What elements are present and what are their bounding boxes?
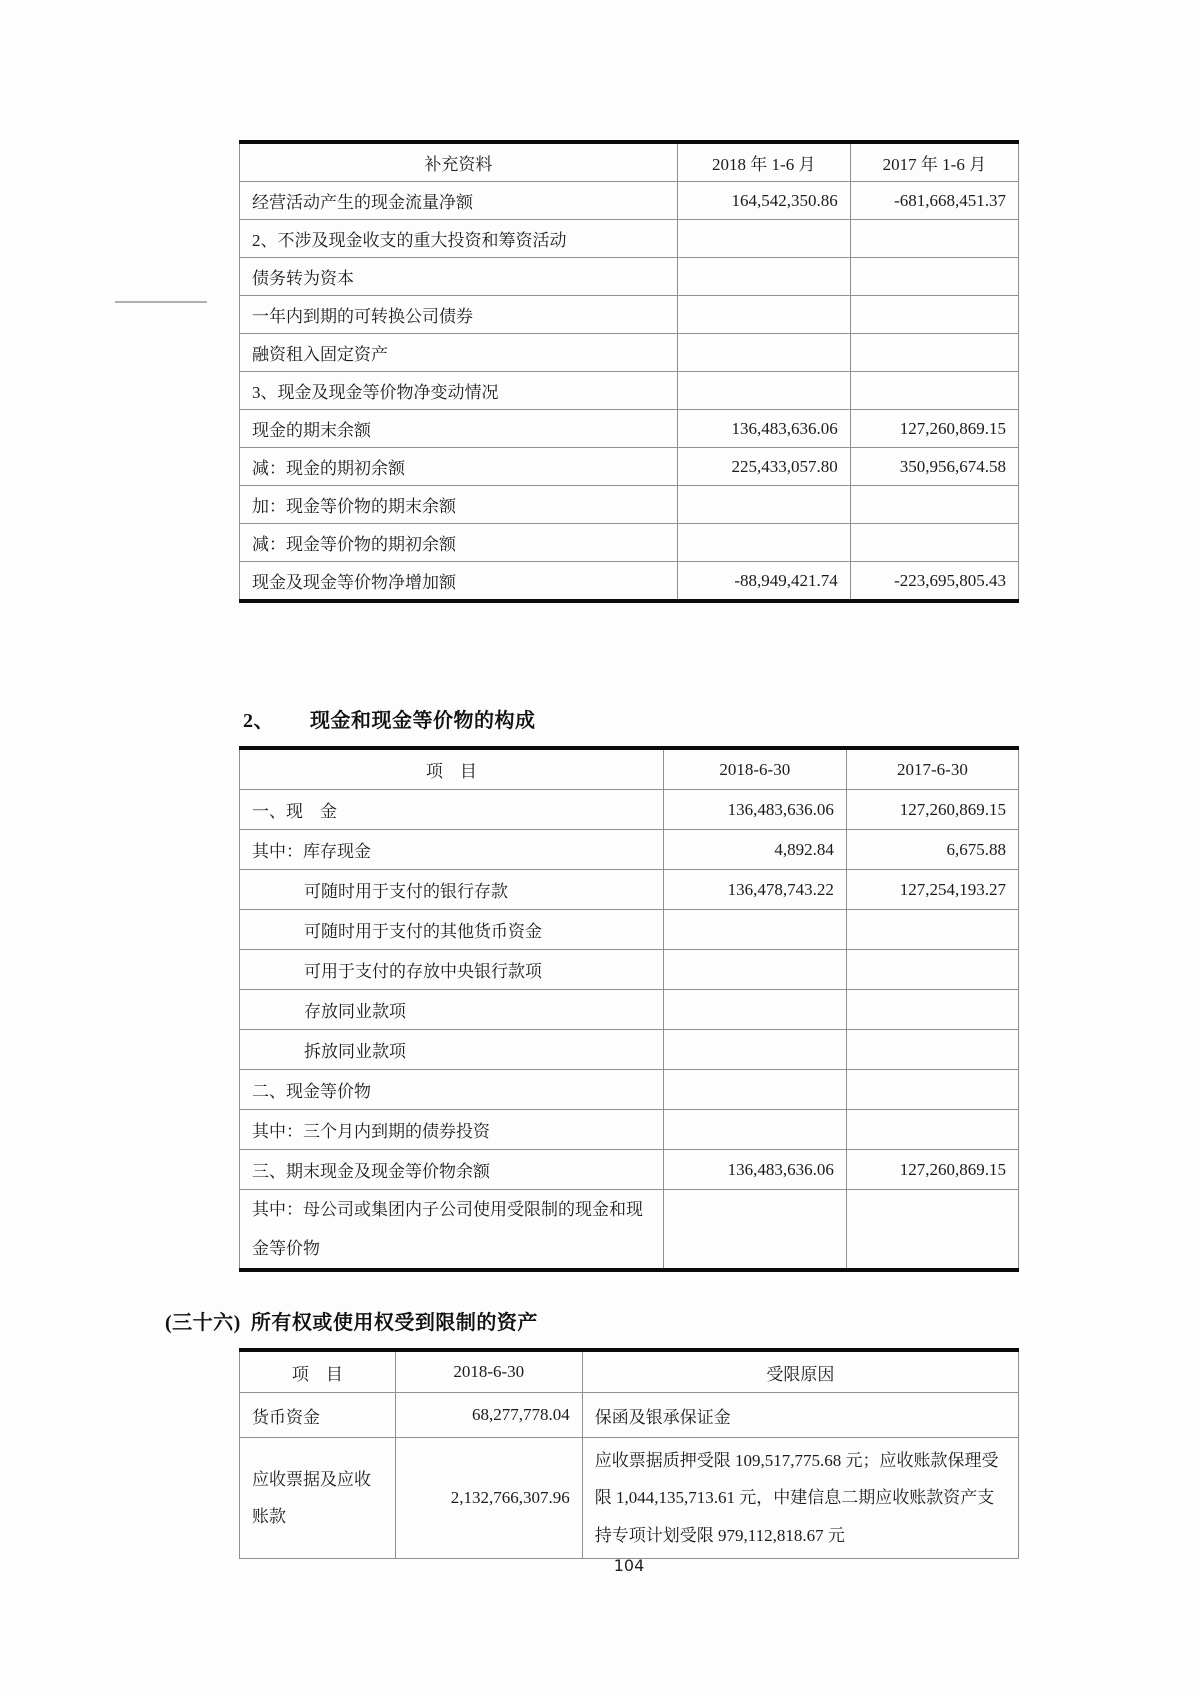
value-2017 bbox=[846, 1070, 1018, 1110]
row-label: 3、现金及现金等价物净变动情况 bbox=[240, 372, 678, 410]
col-header-item: 项 目 bbox=[240, 1350, 396, 1393]
table-row bbox=[240, 870, 1019, 910]
value-2017 bbox=[850, 296, 1018, 334]
value-2018: 225,433,057.80 bbox=[677, 448, 850, 486]
value-2017 bbox=[846, 1030, 1018, 1070]
restriction-reason: 保函及银承保证金 bbox=[582, 1393, 1018, 1438]
table-row bbox=[240, 410, 1019, 448]
value-2018 bbox=[663, 990, 846, 1030]
col-header-2018-h1: 2018 年 1-6 月 bbox=[677, 142, 850, 182]
restriction-reason: 应收票据质押受限 109,517,775.68 元；应收账款保理受限 1,044,135,713.61 元，中建信息二期应收账款资产支持专项计划受限 979,112,818.67 元 bbox=[582, 1438, 1018, 1559]
section-heading-cash-composition bbox=[243, 704, 536, 733]
table-row bbox=[240, 182, 1019, 220]
value-2017: -681,668,451.37 bbox=[850, 182, 1018, 220]
table-row bbox=[240, 1110, 1019, 1150]
col-header-supplementary-info: 补充资料 bbox=[240, 142, 678, 182]
value-2017 bbox=[850, 524, 1018, 562]
value-2018: 4,892.84 bbox=[663, 830, 846, 870]
table-row bbox=[240, 1438, 1019, 1559]
table-header-row bbox=[240, 748, 1019, 790]
restricted-assets-table bbox=[239, 1348, 1019, 1559]
section-heading-restricted-assets bbox=[165, 1306, 538, 1335]
value-2017: -223,695,805.43 bbox=[850, 562, 1018, 602]
value-2018: 136,483,636.06 bbox=[663, 790, 846, 830]
value-2018 bbox=[677, 524, 850, 562]
value-2018: 136,483,636.06 bbox=[663, 1150, 846, 1190]
table-row bbox=[240, 910, 1019, 950]
page-number: 104 bbox=[613, 1556, 645, 1575]
row-label: 货币资金 bbox=[240, 1393, 396, 1438]
table-row bbox=[240, 1150, 1019, 1190]
table-row bbox=[240, 830, 1019, 870]
row-label: 二、现金等价物 bbox=[240, 1070, 664, 1110]
table-row bbox=[240, 1190, 1019, 1271]
value-2018 bbox=[677, 258, 850, 296]
table-row bbox=[240, 448, 1019, 486]
value-2018: 136,483,636.06 bbox=[677, 410, 850, 448]
col-header-2017-h1: 2017 年 1-6 月 bbox=[850, 142, 1018, 182]
value-2018 bbox=[677, 334, 850, 372]
table-row bbox=[240, 524, 1019, 562]
row-label: 存放同业款项 bbox=[240, 990, 664, 1030]
value-2017: 127,260,869.15 bbox=[850, 410, 1018, 448]
table-row bbox=[240, 562, 1019, 602]
section-title: 现金和现金等价物的构成 bbox=[310, 710, 536, 732]
table-row bbox=[240, 334, 1019, 372]
value-2017 bbox=[846, 910, 1018, 950]
row-label: 减：现金等价物的期初余额 bbox=[240, 524, 678, 562]
row-label: 现金及现金等价物净增加额 bbox=[240, 562, 678, 602]
value-2017 bbox=[846, 1190, 1018, 1271]
table-row bbox=[240, 1030, 1019, 1070]
amount-2018: 68,277,778.04 bbox=[395, 1393, 582, 1438]
table-row bbox=[240, 1070, 1019, 1110]
cash-composition-table-wrap bbox=[239, 746, 1019, 1272]
row-label: 加：现金等价物的期末余额 bbox=[240, 486, 678, 524]
value-2018: 136,478,743.22 bbox=[663, 870, 846, 910]
row-label: 其中：库存现金 bbox=[240, 830, 664, 870]
value-2018: -88,949,421.74 bbox=[677, 562, 850, 602]
value-2017 bbox=[850, 334, 1018, 372]
value-2018 bbox=[663, 1110, 846, 1150]
value-2018 bbox=[663, 950, 846, 990]
row-label: 一、现 金 bbox=[240, 790, 664, 830]
value-2018: 164,542,350.86 bbox=[677, 182, 850, 220]
value-2017 bbox=[846, 950, 1018, 990]
table-row bbox=[240, 990, 1019, 1030]
value-2018 bbox=[677, 372, 850, 410]
row-label: 其中：母公司或集团内子公司使用受限制的现金和现金等价物 bbox=[240, 1190, 664, 1271]
row-label: 经营活动产生的现金流量净额 bbox=[240, 182, 678, 220]
section-title: 所有权或使用权受到限制的资产 bbox=[250, 1312, 538, 1334]
col-header-2017-6-30: 2017-6-30 bbox=[846, 748, 1018, 790]
value-2017 bbox=[850, 258, 1018, 296]
row-label: 应收票据及应收账款 bbox=[240, 1438, 396, 1559]
row-label: 可随时用于支付的银行存款 bbox=[240, 870, 664, 910]
row-label: 减：现金的期初余额 bbox=[240, 448, 678, 486]
value-2018 bbox=[663, 910, 846, 950]
supplementary-info-table bbox=[239, 140, 1019, 603]
value-2017: 6,675.88 bbox=[846, 830, 1018, 870]
col-header-2018-6-30: 2018-6-30 bbox=[663, 748, 846, 790]
value-2017 bbox=[850, 486, 1018, 524]
supplementary-info-table-wrap bbox=[239, 140, 1019, 603]
row-label: 其中：三个月内到期的债券投资 bbox=[240, 1110, 664, 1150]
section-number: 2、 bbox=[243, 710, 274, 732]
value-2017 bbox=[846, 990, 1018, 1030]
value-2017 bbox=[850, 372, 1018, 410]
value-2018 bbox=[677, 220, 850, 258]
row-label: 债务转为资本 bbox=[240, 258, 678, 296]
row-label: 三、期末现金及现金等价物余额 bbox=[240, 1150, 664, 1190]
table-row bbox=[240, 1393, 1019, 1438]
table-row bbox=[240, 486, 1019, 524]
value-2017: 127,260,869.15 bbox=[846, 1150, 1018, 1190]
row-label: 可随时用于支付的其他货币资金 bbox=[240, 910, 664, 950]
table-row bbox=[240, 220, 1019, 258]
value-2017: 127,260,869.15 bbox=[846, 790, 1018, 830]
value-2017: 350,956,674.58 bbox=[850, 448, 1018, 486]
table-row bbox=[240, 950, 1019, 990]
col-header-item: 项 目 bbox=[240, 748, 664, 790]
section-number: (三十六) bbox=[165, 1312, 241, 1334]
row-label: 2、不涉及现金收支的重大投资和筹资活动 bbox=[240, 220, 678, 258]
row-label: 可用于支付的存放中央银行款项 bbox=[240, 950, 664, 990]
value-2018 bbox=[663, 1030, 846, 1070]
restricted-assets-table-wrap bbox=[239, 1348, 1019, 1559]
cash-composition-table bbox=[239, 746, 1019, 1272]
row-label: 拆放同业款项 bbox=[240, 1030, 664, 1070]
col-header-2018-6-30: 2018-6-30 bbox=[395, 1350, 582, 1393]
value-2017 bbox=[850, 220, 1018, 258]
table-row bbox=[240, 790, 1019, 830]
table-header-row bbox=[240, 142, 1019, 182]
amount-2018: 2,132,766,307.96 bbox=[395, 1438, 582, 1559]
value-2017 bbox=[846, 1110, 1018, 1150]
value-2018 bbox=[677, 486, 850, 524]
value-2018 bbox=[677, 296, 850, 334]
margin-line-artifact bbox=[115, 301, 207, 303]
col-header-restriction-reason: 受限原因 bbox=[582, 1350, 1018, 1393]
table-row bbox=[240, 296, 1019, 334]
row-label: 融资租入固定资产 bbox=[240, 334, 678, 372]
row-label: 一年内到期的可转换公司债券 bbox=[240, 296, 678, 334]
value-2018 bbox=[663, 1070, 846, 1110]
table-row bbox=[240, 258, 1019, 296]
value-2018 bbox=[663, 1190, 846, 1271]
row-label: 现金的期末余额 bbox=[240, 410, 678, 448]
value-2017: 127,254,193.27 bbox=[846, 870, 1018, 910]
table-header-row bbox=[240, 1350, 1019, 1393]
table-row bbox=[240, 372, 1019, 410]
